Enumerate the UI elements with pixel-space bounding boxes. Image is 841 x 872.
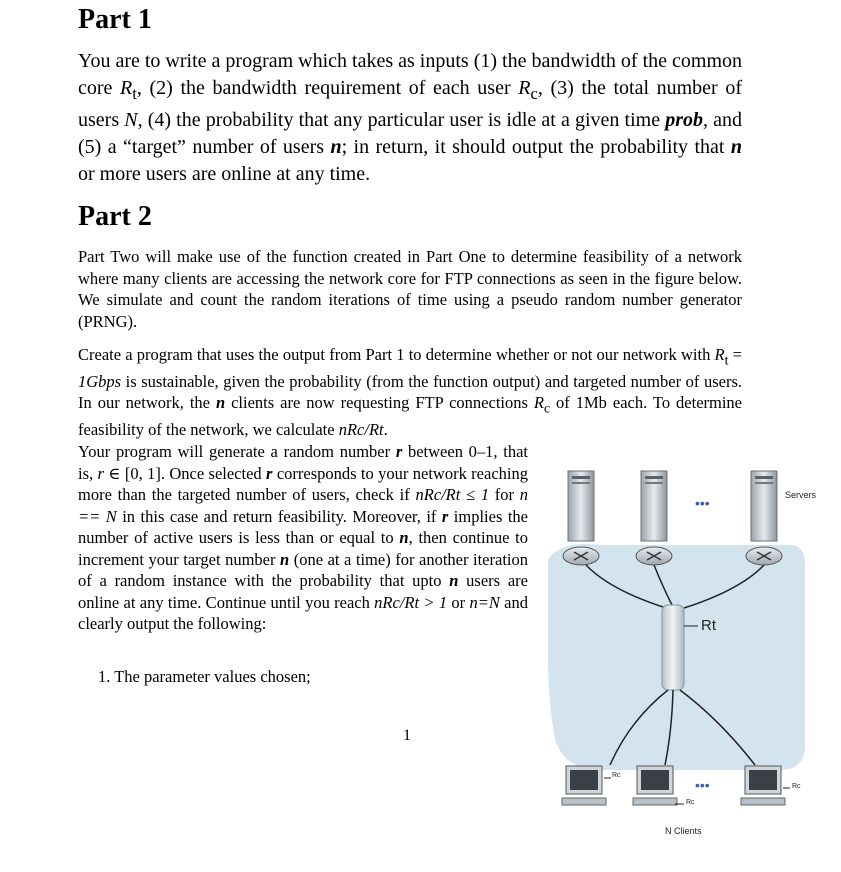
list-item-parameters: 1. The parameter values chosen; xyxy=(98,667,311,686)
server-icon-3 xyxy=(751,471,777,541)
rc-label-3: Rc xyxy=(792,783,801,790)
part2-heading: Part 2 xyxy=(78,201,152,232)
servers-label: Servers xyxy=(785,490,817,500)
part2-paragraph-1: Part Two will make use of the function created in Part One to determine feasibility of a network where many clients are accessing the network core for FTP connections as seen in the figure below. We simulate and count the random iterations of time using a pseudo random number generator (PRNG). xyxy=(78,247,742,331)
router-icon-3 xyxy=(746,547,782,565)
common-core-link xyxy=(662,605,684,690)
part1-paragraph: You are to write a program which takes as inputs (1) the bandwidth of the common core $R_t$, (2) the bandwidth requirement of each user $R_c$, (3) the total number of users N, (4) the probability that any particular user is idle at a given time prob, and (5) a “target” number of users n; in return, it should output the probability that n or more users are online at any time. xyxy=(78,50,742,185)
clients-ellipsis: ••• xyxy=(695,777,710,793)
servers-ellipsis: ••• xyxy=(695,495,710,511)
server-icon-2 xyxy=(641,471,667,541)
client-icon-2 xyxy=(633,766,677,805)
rt-label: Rt xyxy=(701,617,716,634)
part2-paragraph-2: Create a program that uses the output from Part 1 to determine whether or not our network with $R_t$ = 1Gbps is sustainable, given the probability (from the function output) and targeted number of users. In our network, the n clients are now requesting FTP connections $R_c$ of 1Mb each. To determine feasibility of the network, we calculate nRc/Rt. xyxy=(78,345,743,440)
rc-label-1: Rc xyxy=(612,772,621,779)
clients-label: N Clients xyxy=(665,826,702,836)
page-number: 1 xyxy=(403,727,411,744)
client-icon-3 xyxy=(741,766,785,805)
part1-heading: Part 1 xyxy=(78,4,152,35)
router-icon-2 xyxy=(636,547,672,565)
part2-paragraph-3: Your program will generate a random number r between 0–1, that is, r ∈ [0, 1]. Once selected r corresponds to your network reaching more than the targeted number of users, check if nRc/Rt ≤ 1 for n == N in this case and return feasibility. Moreover, if r implies the number of active users is less than or equal to n, then continue to increment your target number n (one at a time) for another iteration of a random instance with the probability that upto n users are online at any time. Continue until you reach nRc/Rt > 1 or n=N and clearly output the following: xyxy=(78,442,528,633)
router-icon-1 xyxy=(563,547,599,565)
rc-label-2: Rc xyxy=(686,799,695,806)
client-icon-1 xyxy=(562,766,606,805)
server-icon-1 xyxy=(568,471,594,541)
